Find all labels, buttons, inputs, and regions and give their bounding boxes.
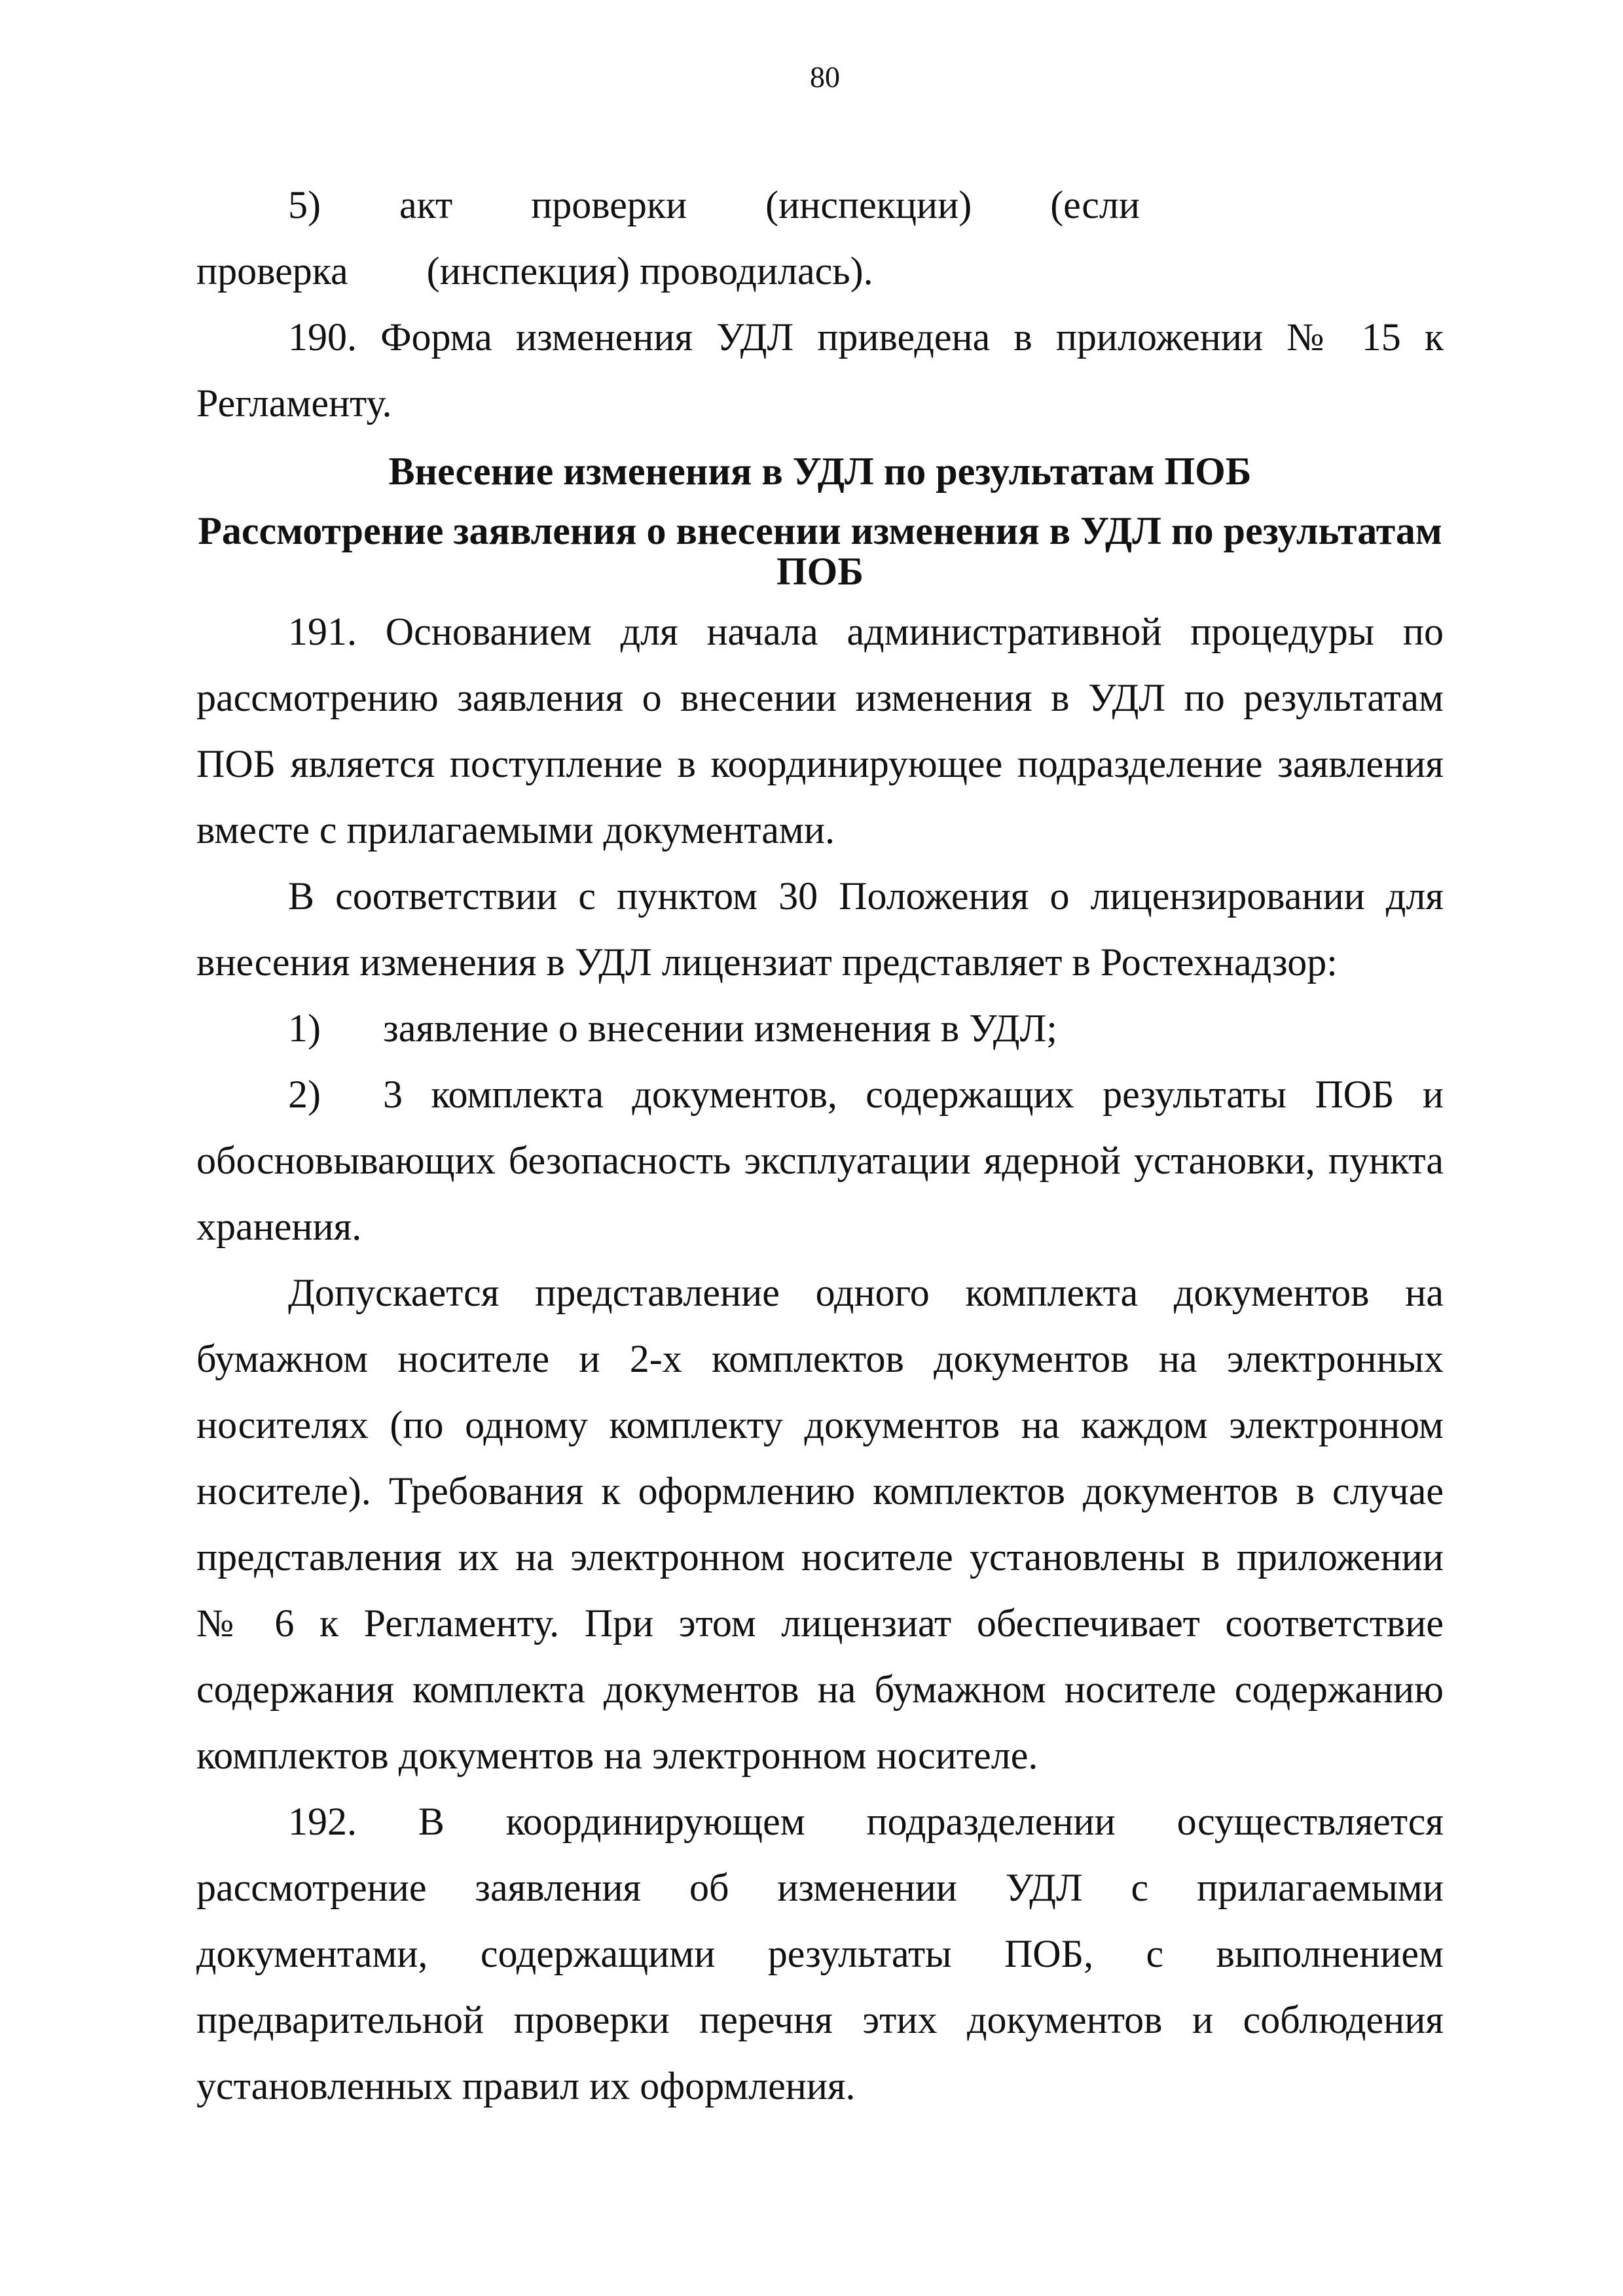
paragraph-item-5: 5) акт проверки (инспекции) (если проверка (инспекция) проводилась). [196, 183, 1218, 293]
list-item-2-text: 3 комплекта документов, содержащих результаты ПОБ и обосновывающих безопасность эксплуатации ядерной установки, пункта хранения. [196, 1073, 1444, 1248]
paragraph-allowed: Допускается представление одного комплекта документов на бумажном носителе и 2-х комплектов документов на электронных носителях (по одному комплекту документов на каждом электронном носителе). Требования к оформлению комплектов документов в случае представления их на электронном носителе установлены в приложении № 6 к Регламенту. При этом лицензиат обеспечивает соответствие содержания комплекта документов на бумажном носителе содержанию комплектов документов на электронном носителе. [196, 1271, 1444, 1777]
list-item-1 [196, 996, 1444, 1062]
paragraph-191: 191. Основанием для начала административной процедуры по рассмотрению заявления о внесении изменения в УДЛ по результатам ПОБ является поступление в координирующее подразделение заявления вместе с прилагаемыми документами. [196, 610, 1444, 852]
paragraph-190: 190. Форма изменения УДЛ приведена в приложении № 15 к Регламенту. [196, 315, 1444, 425]
page-number: 80 [810, 60, 840, 94]
text-block-top [196, 172, 1444, 437]
text-block-main [196, 599, 1444, 2119]
subsection-heading: Рассмотрение заявления о внесении изменения в УДЛ по результатам ПОБ [198, 509, 1442, 593]
section-heading: Внесение изменения в УДЛ по результатам ПОБ [388, 450, 1252, 493]
list-item-2-number: 2) [288, 1073, 321, 1116]
paragraph-192: 192. В координирующем подразделении осуществляется рассмотрение заявления об изменении УДЛ с прилагаемыми документами, содержащими результаты ПОБ, с выполнением предварительной проверки перечня этих документов и соблюдения установленных правил их оформления. [196, 1800, 1444, 2108]
list-item-2 [196, 1062, 1444, 1260]
heading-block [196, 439, 1444, 592]
paragraph-accordance: В соответствии с пунктом 30 Положения о лицензировании для внесения изменения в УДЛ лицензиат представляет в Ростехнадзор: [196, 874, 1444, 984]
list-item-1-number: 1) [288, 1007, 321, 1050]
list-item-1-text: заявление о внесении изменения в УДЛ; [383, 1007, 1057, 1050]
